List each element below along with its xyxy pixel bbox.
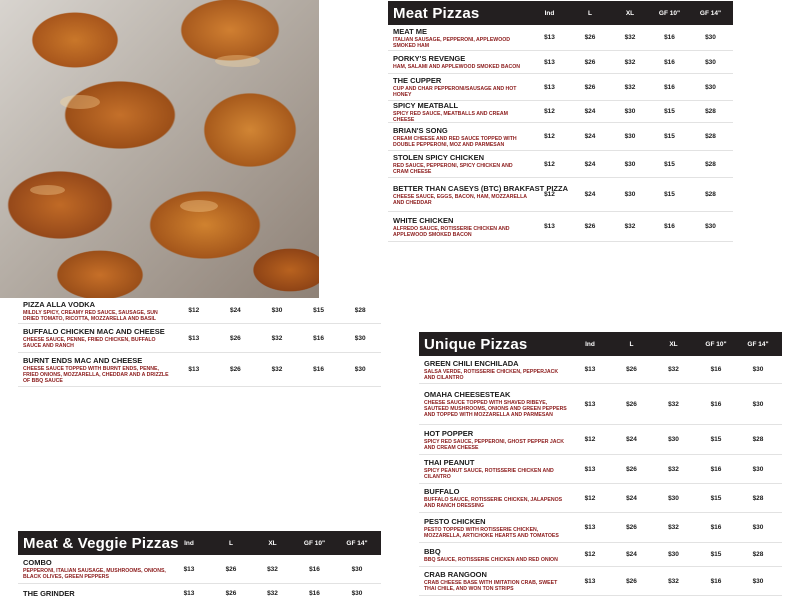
price-gf10: $16: [309, 590, 320, 597]
price-l: $26: [229, 366, 241, 373]
price-ind: $13: [584, 524, 596, 531]
item-description: SPICY RED SAUCE, MEATBALLS AND CREAM CHEESE: [393, 110, 508, 123]
price-gf10: $16: [313, 366, 325, 373]
size-header-ind: Ind: [585, 340, 595, 348]
price-l: $26: [626, 465, 637, 473]
item-text: [388, 54, 528, 70]
item-description: CREAM CHEESE AND RED SAUCE TOPPED WITH DOUBLE PEPPERONI, MOZ AND PARMESAN: [393, 135, 517, 148]
price-l: $26: [626, 366, 637, 373]
size-header-l: L: [588, 9, 592, 17]
price-xl: $32: [668, 366, 679, 373]
price-gf10: $15: [664, 108, 675, 115]
size-header-gf10: GF 10": [705, 340, 727, 348]
item-text: [18, 327, 173, 349]
item-name: BURNT ENDS MAC AND CHEESE: [23, 355, 143, 365]
price-gf14: $30: [354, 334, 366, 342]
chicken-wings-photo: [0, 0, 319, 298]
price-l: $24: [626, 551, 637, 558]
left-items-list: [18, 298, 381, 387]
item-name: STOLEN SPICY CHICKEN: [393, 153, 484, 162]
item-description: HAM, SALAMI AND APPLEWOOD SMOKED BACON: [393, 64, 520, 70]
price-gf14: $30: [752, 577, 764, 585]
menu-item-combo: [18, 555, 381, 584]
price-gf14: $30: [705, 223, 716, 230]
item-description: CHEESE SAUCE, EGGS, BACON, HAM, MOZZARELLA AND CHEDDAR: [393, 193, 527, 206]
item-description: SPICY RED SAUCE, PEPPERONI, GHOST PEPPER JACK AND CREAM CHEESE: [424, 438, 564, 451]
menu-item-hot-popper: [419, 425, 782, 455]
price-l: $24: [584, 133, 596, 140]
price-gf14: $28: [705, 108, 716, 115]
price-gf14: $28: [705, 191, 716, 198]
item-name: BUFFALO: [424, 487, 460, 496]
size-header-gf14: GF 14": [747, 340, 769, 348]
item-description: BBQ SAUCE, ROTISSERIE CHICKEN AND RED ONION: [424, 556, 558, 563]
menu-item-burnt-ends-mac-and-cheese: [18, 353, 381, 387]
price-l: $26: [225, 590, 237, 597]
item-text: [388, 126, 528, 148]
price-ind: $13: [584, 400, 596, 408]
size-header-gf14: GF 14": [699, 9, 722, 17]
item-name: CRAB RANGOON: [424, 570, 487, 579]
item-text: [419, 547, 569, 563]
item-name: BRIAN'S SONG: [393, 125, 448, 135]
item-text: [388, 101, 528, 123]
item-description: ITALIAN SAUSAGE, PEPPERONI, APPLEWOOD SMOKED HAM: [393, 36, 511, 49]
price-xl: $32: [624, 34, 636, 41]
price-xl: $32: [267, 565, 278, 573]
price-gf14: $30: [752, 400, 764, 408]
item-description: CRAB CHEESE BASE WITH IMITATION CRAB, SWEET THAI CHILE, AND WON TON STRIPS: [424, 580, 558, 592]
item-name: THE CUPPER: [393, 76, 442, 85]
price-ind: $12: [544, 191, 555, 198]
price-gf10: $16: [710, 400, 722, 408]
price-gf14: $30: [351, 590, 363, 597]
price-gf14: $28: [752, 551, 764, 558]
price-gf14: $30: [752, 465, 764, 473]
item-description: PEPPERONI, ITALIAN SAUSAGE, MUSHROOMS, ONIONS, BLACK OLIVES, GREEN PEPPERS: [23, 568, 166, 580]
menu-item-bbq: [419, 543, 782, 567]
price-l: $26: [626, 524, 637, 531]
size-header-ind: Ind: [184, 539, 194, 547]
price-gf14: $30: [351, 565, 363, 573]
price-ind: $13: [544, 58, 555, 66]
price-ind: $12: [544, 133, 555, 140]
price-xl: $30: [668, 494, 679, 502]
price-xl: $32: [668, 577, 679, 585]
item-text: [388, 76, 528, 98]
price-ind: $12: [584, 551, 596, 558]
menu-item-pizza-alla-vodka: [18, 298, 381, 324]
size-header-xl: XL: [669, 340, 678, 348]
item-text: [18, 589, 168, 599]
meat-pizzas-section: [388, 1, 733, 242]
section-title: Unique Pizzas: [424, 335, 528, 353]
item-text: [419, 458, 569, 480]
section-title: Meat Pizzas: [393, 4, 480, 22]
price-ind: $13: [188, 334, 200, 342]
item-text: [419, 517, 569, 539]
price-xl: $30: [624, 133, 636, 140]
price-gf14: $28: [752, 436, 764, 443]
price-gf10: $15: [664, 191, 675, 198]
menu-item-brian-s-song: [388, 123, 733, 151]
item-description: BUFFALO SAUCE, ROTISSERIE CHICKEN, JALAPENOS AND RANCH DRESSING: [424, 497, 563, 509]
size-header-xl: XL: [268, 539, 277, 547]
price-l: $24: [229, 307, 241, 314]
menu-item-omaha-cheesesteak: [419, 384, 782, 425]
item-text: [18, 300, 173, 322]
price-l: $26: [584, 83, 596, 91]
price-ind: $13: [183, 590, 195, 597]
price-l: $24: [584, 108, 596, 115]
price-l: $26: [229, 334, 241, 342]
item-name: BUFFALO CHICKEN MAC AND CHEESE: [23, 327, 165, 336]
menu-item-spicy-meatball: [388, 101, 733, 123]
price-xl: $32: [271, 334, 283, 342]
meat-veggie-pizzas-section: [18, 531, 381, 600]
menu-item-porky-s-revenge: [388, 51, 733, 74]
size-header-ind: Ind: [544, 9, 555, 17]
price-gf10: $16: [309, 565, 320, 573]
item-name: COMBO: [23, 558, 52, 567]
price-gf10: $15: [710, 551, 722, 558]
price-l: $24: [626, 494, 637, 502]
item-text: [419, 359, 569, 381]
price-l: $26: [584, 58, 596, 66]
menu-item-thai-peanut: [419, 455, 782, 484]
menu-item-green-chili-enchilada: [419, 356, 782, 384]
menu-item-pesto-chicken: [419, 513, 782, 543]
price-gf10: $16: [710, 465, 722, 473]
price-ind: $13: [584, 465, 596, 473]
price-gf14: $30: [705, 34, 716, 41]
item-name: THAI PEANUT: [424, 458, 475, 467]
item-description: CHEESE SAUCE, PENNE, FRIED CHICKEN, BUFFALO SAUCE AND RANCH: [23, 337, 156, 349]
size-header-gf10: GF 10": [303, 539, 326, 547]
item-name: HOT POPPER: [424, 428, 474, 438]
price-gf10: $15: [710, 494, 722, 502]
price-ind: $13: [188, 366, 200, 373]
price-ind: $13: [584, 366, 596, 373]
price-l: $24: [626, 436, 637, 443]
price-gf14: $30: [752, 366, 764, 373]
item-description: RED SAUCE, PEPPERONI, SPICY CHICKEN AND CRAM CHEESE: [393, 163, 513, 175]
price-l: $26: [584, 223, 596, 230]
item-name: SPICY MEATBALL: [393, 100, 459, 110]
menu-item-white-chicken: [388, 212, 733, 242]
price-ind: $12: [188, 307, 200, 314]
size-header-l: L: [629, 340, 634, 348]
price-xl: $30: [624, 160, 636, 168]
price-xl: $32: [267, 590, 278, 597]
unique-pizzas-list: [419, 356, 782, 596]
price-ind: $13: [544, 83, 555, 91]
price-gf10: $15: [710, 436, 722, 443]
price-ind: $12: [544, 108, 555, 115]
price-xl: $32: [624, 83, 636, 91]
price-ind: $13: [584, 577, 596, 585]
item-description: PESTO TOPPED WITH ROTISSERIE CHICKEN, MOZZARELLA, ARTICHOKE HEARTS AND TOMATOES: [424, 526, 559, 539]
size-header-gf14: GF 14": [346, 539, 368, 547]
item-text: [388, 216, 528, 238]
left-menu-section: [18, 298, 381, 387]
price-l: $26: [584, 34, 596, 41]
price-ind: $13: [544, 34, 555, 41]
menu-item-crab-rangoon: [419, 567, 782, 596]
price-gf14: $30: [752, 524, 764, 531]
price-gf14: $28: [752, 494, 764, 502]
price-gf14: $28: [354, 307, 366, 314]
item-description: CUP AND CHAR PEPPERONI/SAUSAGE AND HOT HONEY: [393, 86, 517, 98]
menu-item-stolen-spicy-chicken: [388, 151, 733, 178]
price-ind: $13: [544, 223, 555, 230]
size-header-l: L: [229, 539, 233, 547]
menu-item-the-cupper: [388, 74, 733, 101]
item-description: SPICY PEANUT SAUCE, ROTISSERIE CHICKEN AND CILANTRO: [424, 468, 554, 480]
item-name: GREEN CHILI ENCHILADA: [424, 358, 519, 368]
price-xl: $32: [668, 524, 679, 531]
price-xl: $32: [624, 58, 636, 66]
price-gf10: $16: [710, 524, 722, 531]
item-text: [419, 570, 569, 592]
price-gf10: $16: [664, 34, 675, 41]
item-text: [419, 429, 569, 451]
price-xl: $30: [271, 307, 283, 314]
item-name: BBQ: [424, 546, 441, 556]
section-title: Meat & Veggie Pizzas: [23, 534, 179, 552]
price-xl: $30: [668, 551, 679, 558]
item-description: SALSA VERDE, ROTISSERIE CHICKEN, PEPPERJACK AND CILANTRO: [424, 368, 559, 381]
price-gf10: $15: [664, 160, 675, 168]
menu-item-the-grinder: [18, 584, 381, 600]
price-gf10: $16: [710, 366, 722, 373]
item-name: WHITE CHICKEN: [393, 215, 454, 225]
price-l: $26: [626, 400, 637, 408]
item-text: [18, 558, 168, 580]
price-l: $26: [225, 565, 237, 573]
item-description: CHEESE SAUCE TOPPED WITH BURNT ENDS, PENNE, FRIED ONIONS, MOZZARELLA, CHEDDAR AND A DRIZZLE OF BBQ SAUCE: [23, 365, 169, 384]
price-gf10: $16: [664, 58, 675, 66]
item-description: CHEESE SAUCE TOPPED WITH SHAVED RIBEYE, SAUTEED MUSHROOMS, ONIONS AND GREEN PEPPERS AND TOPPED WITH MOZZARELLA AND PARMESAN: [424, 400, 567, 418]
menu-item-meat-me: [388, 25, 733, 51]
item-name: BETTER THAN CASEYS (BTC) BRAKFAST PIZZA: [393, 183, 568, 193]
meat-veggie-pizzas-header: [18, 531, 381, 555]
price-gf10: $16: [313, 334, 325, 342]
item-name: PORKY'S REVENGE: [393, 54, 466, 63]
item-text: [388, 27, 528, 49]
price-gf14: $30: [705, 83, 716, 91]
unique-pizzas-section: [419, 332, 782, 596]
price-gf10: $15: [664, 133, 675, 140]
price-gf10: $16: [664, 223, 675, 230]
price-l: $26: [626, 577, 637, 585]
item-name: THE GRINDER: [23, 588, 75, 598]
meat-pizzas-header: [388, 1, 733, 25]
price-gf10: $15: [313, 307, 325, 314]
item-text: [388, 153, 528, 175]
price-xl: $32: [668, 465, 679, 473]
item-name: PIZZA ALLA VODKA: [23, 299, 96, 309]
meat-pizzas-list: [388, 25, 733, 242]
price-xl: $30: [624, 191, 636, 198]
item-name: OMAHA CHEESESTEAK: [424, 390, 511, 399]
size-header-gf10: GF 10": [658, 9, 681, 17]
item-text: [419, 487, 569, 509]
price-xl: $30: [668, 436, 679, 443]
price-l: $24: [584, 160, 596, 168]
menu-item-buffalo-chicken-mac-and-cheese: [18, 324, 381, 353]
item-description: MILDLY SPICY, CREAMY RED SAUCE, SAUSAGE, SUN DRIED TOMATO, RICOTTA, MOZZARELLA AND BASIL: [23, 309, 158, 322]
price-gf14: $30: [354, 366, 366, 373]
price-gf14: $30: [705, 58, 716, 66]
price-ind: $13: [183, 565, 195, 573]
item-description: ALFREDO SAUCE, ROTISSERIE CHICKEN AND APPLEWOOD SMOKED BACON: [393, 225, 510, 238]
price-gf10: $16: [710, 577, 722, 585]
item-name: PESTO CHICKEN: [424, 516, 486, 526]
price-xl: $32: [271, 366, 283, 373]
menu-item-better-than-caseys-btc-brakfast-pizza: [388, 178, 733, 212]
size-header-xl: XL: [625, 9, 635, 17]
price-xl: $30: [624, 108, 636, 115]
price-xl: $32: [668, 400, 679, 408]
price-ind: $12: [544, 160, 555, 168]
price-gf14: $28: [705, 133, 716, 140]
price-l: $24: [584, 191, 596, 198]
price-xl: $32: [624, 223, 636, 230]
price-gf14: $28: [705, 160, 716, 168]
menu-item-buffalo: [419, 484, 782, 513]
item-text: [18, 356, 173, 384]
unique-pizzas-header: [419, 332, 782, 356]
price-gf10: $16: [664, 83, 675, 91]
item-text: [419, 390, 569, 418]
item-name: MEAT ME: [393, 26, 428, 36]
meat-veggie-pizzas-list: [18, 555, 381, 600]
price-ind: $12: [584, 494, 596, 502]
price-ind: $12: [584, 436, 596, 443]
